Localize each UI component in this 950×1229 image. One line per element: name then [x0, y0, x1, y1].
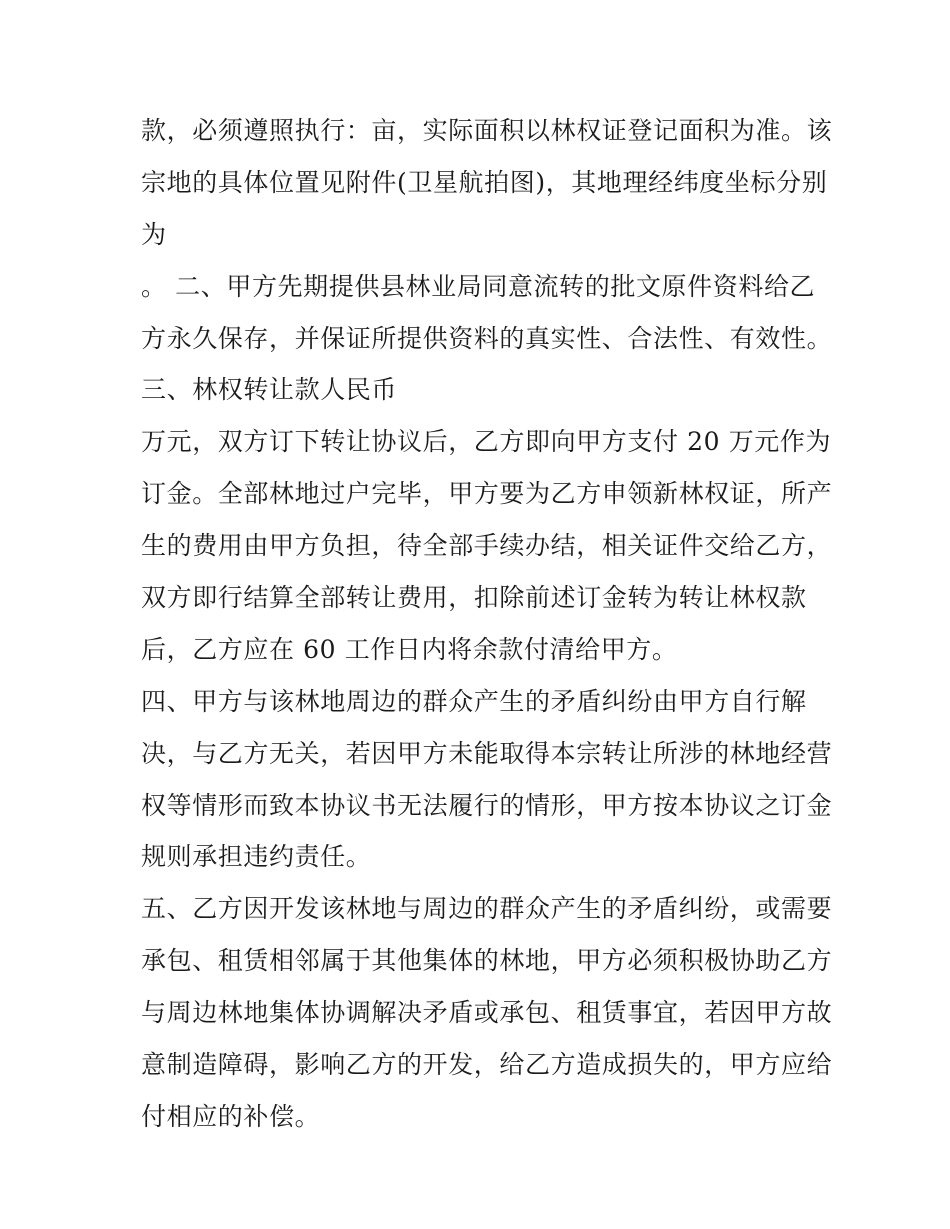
text-line: 款，必须遵照执行：亩，实际面积以林权证登记面积为准。该 [141, 116, 833, 145]
text-line: 方永久保存，并保证所提供资料的真实性、合法性、有效性。 [141, 323, 833, 353]
text-line: 为 [141, 219, 167, 249]
text-line: 五、乙方因开发该林地与周边的群众产生的矛盾纠纷，或需要 [141, 894, 833, 924]
text-line: 付相应的补偿。 [141, 1101, 321, 1131]
text-line: 万元，双方订下转让协议后，乙方即向甲方支付 20 万元作为 [141, 427, 832, 457]
text-line: 。 二、甲方先期提供县林业局同意流转的批文原件资料给乙 [141, 271, 816, 301]
text-line: 生的费用由甲方负担，待全部手续办结，相关证件交给乙方， [141, 531, 833, 561]
text-line: 宗地的具体位置见附件(卫星航拍图)，其地理经纬度坐标分别 [141, 167, 828, 197]
text-line: 意制造障碍，影响乙方的开发，给乙方造成损失的，甲方应给 [141, 1050, 833, 1080]
text-line: 订金。全部林地过户完毕，甲方要为乙方申领新林权证，所产 [141, 479, 833, 509]
text-line: 双方即行结算全部转让费用，扣除前述订金转为转让林权款 [141, 583, 807, 613]
text-line: 后，乙方应在 60 工作日内将余款付清给甲方。 [141, 634, 678, 664]
text-line: 四、甲方与该林地周边的群众产生的矛盾纠纷由甲方自行解 [141, 686, 807, 716]
text-line: 与周边林地集体协调解决矛盾或承包、租赁事宜，若因甲方故 [141, 998, 833, 1028]
text-line: 权等情形而致本协议书无法履行的情形，甲方按本协议之订金 [141, 790, 833, 820]
text-line: 规则承担违约责任。 [141, 842, 372, 872]
text-line: 决，与乙方无关，若因甲方未能取得本宗转让所涉的林地经营 [141, 738, 833, 768]
text-line: 承包、租赁相邻属于其他集体的林地，甲方必须积极协助乙方 [141, 946, 833, 976]
contract-body-text [141, 105, 833, 1143]
text-line: 三、林权转让款人民币 [141, 375, 398, 405]
